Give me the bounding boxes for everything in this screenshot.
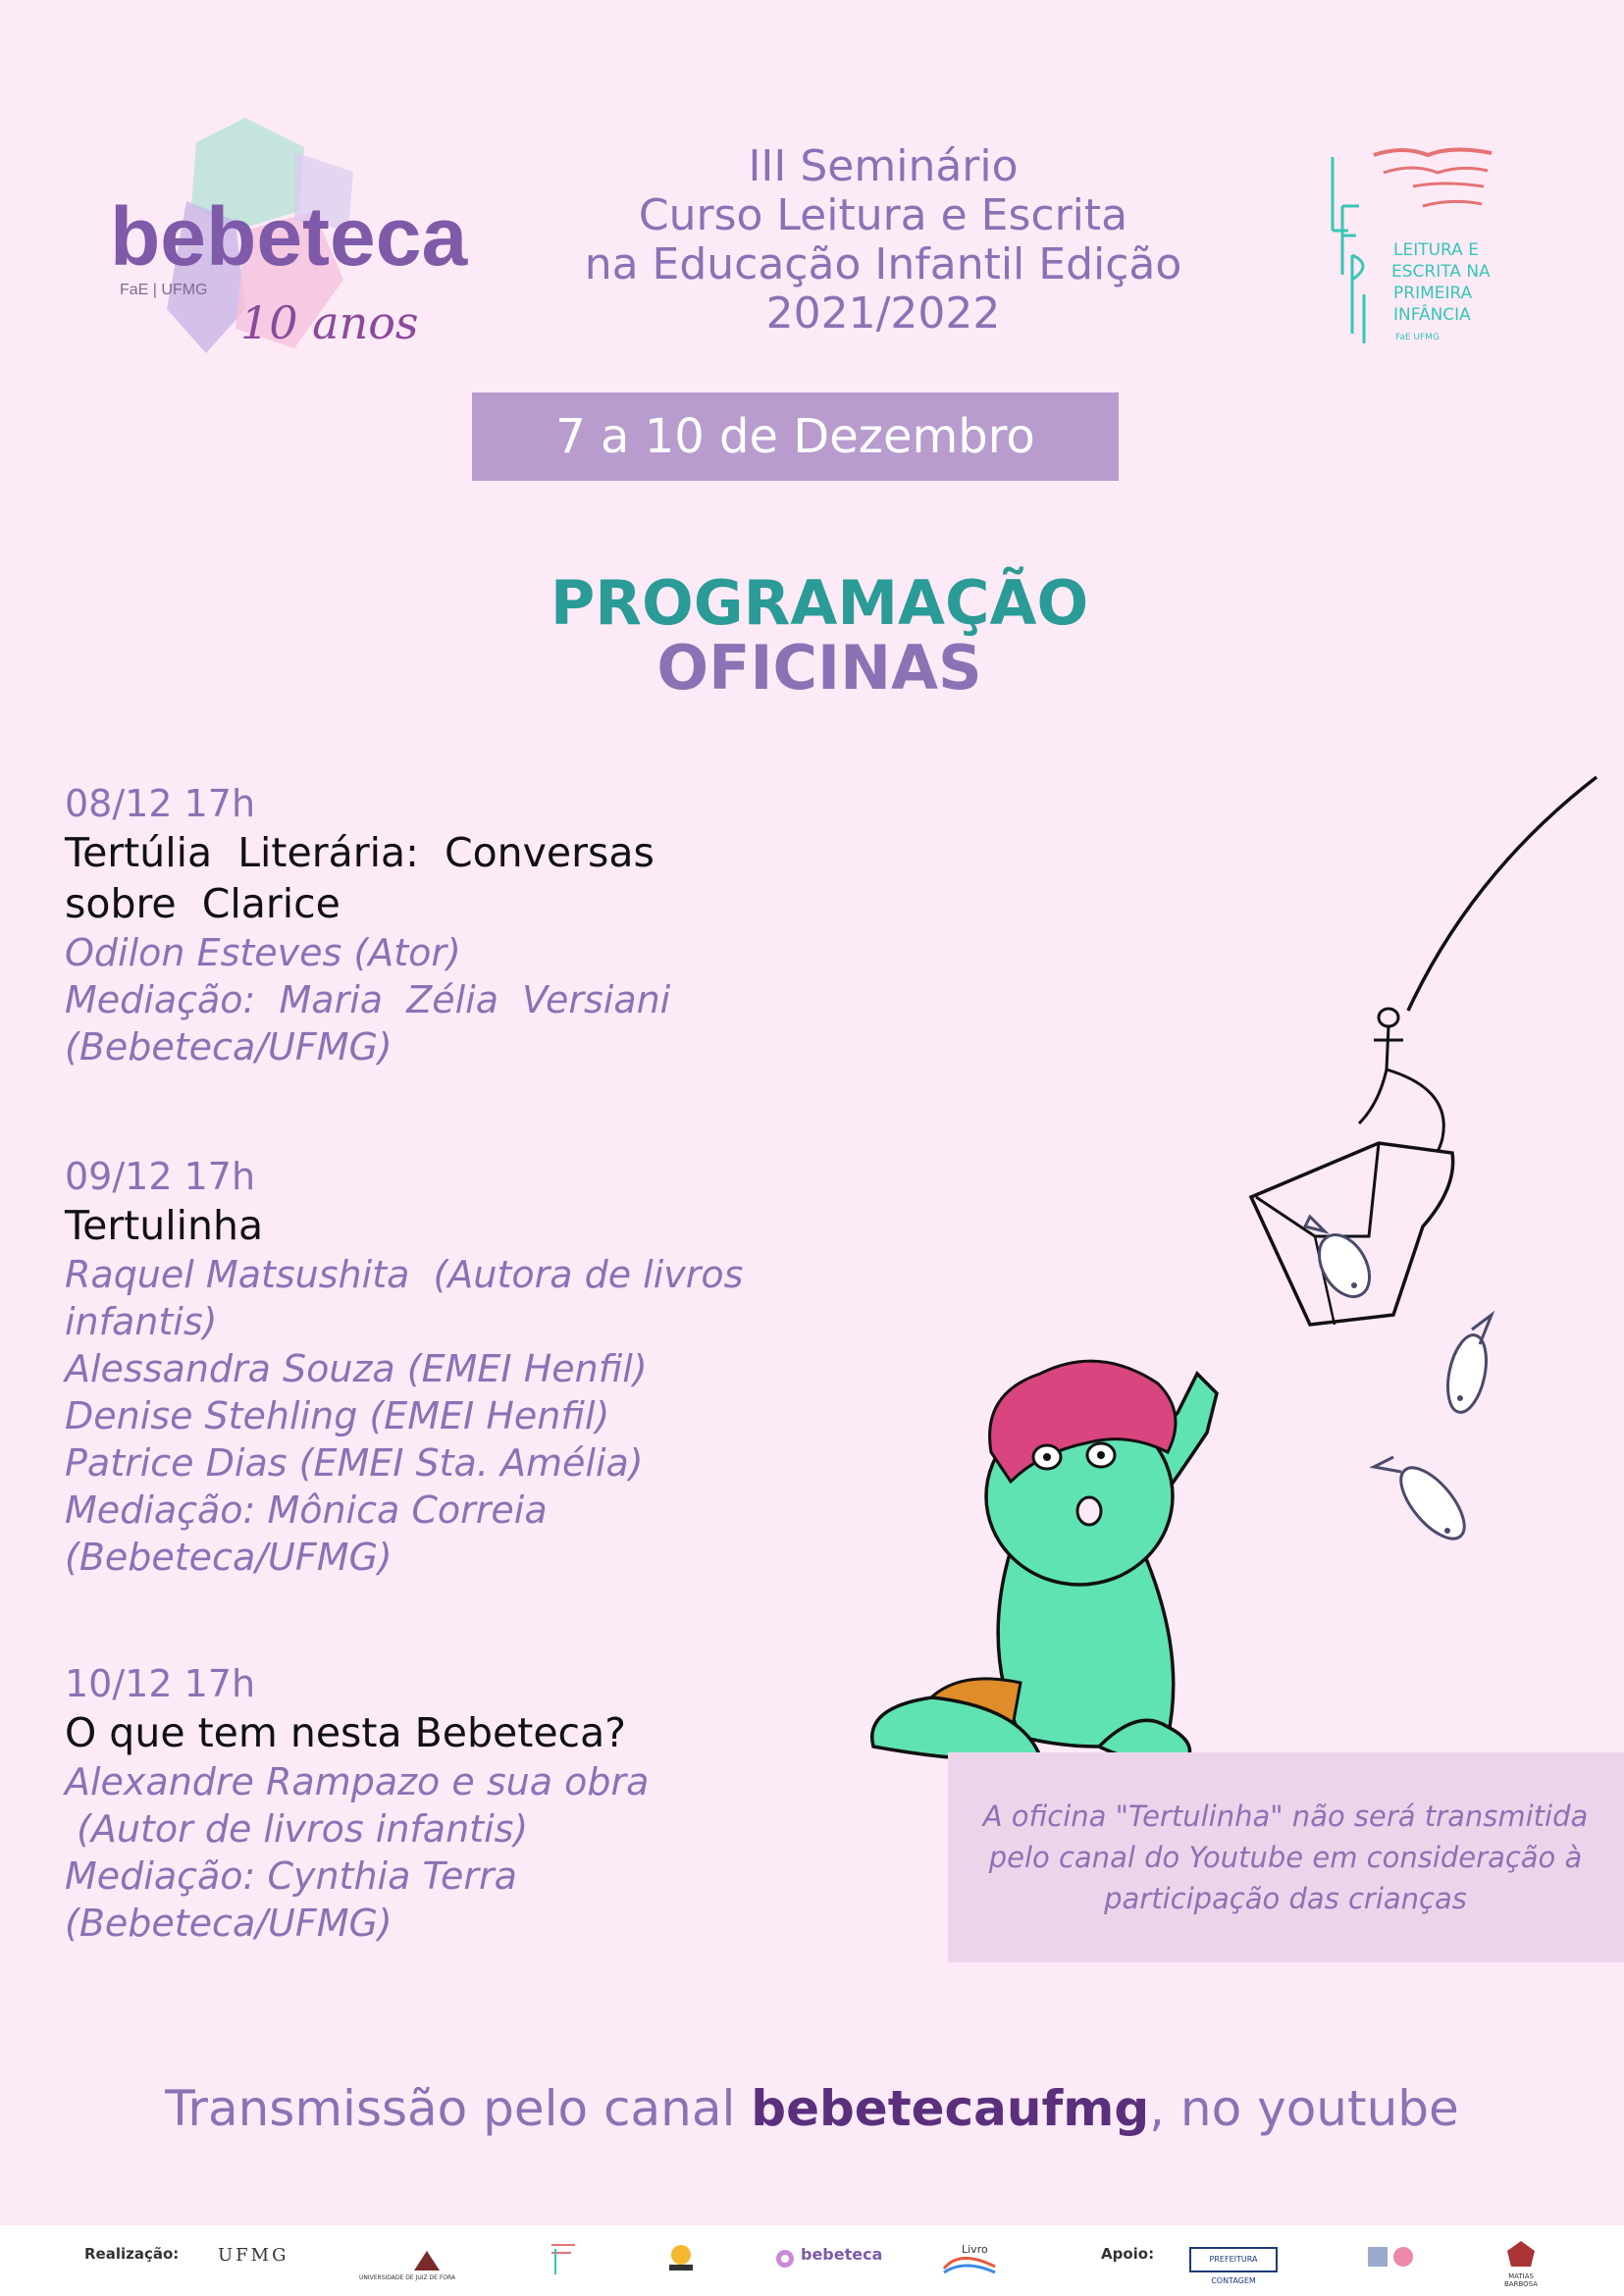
lepi-logo (1315, 137, 1501, 363)
svg-text:FaE | UFMG: FaE | UFMG (120, 282, 208, 298)
tertulinha-note (971, 1796, 1599, 1919)
program-title-line-2: OFICINAS (656, 632, 982, 704)
person-line: Alessandra Souza (EMEI Henfil) (65, 1347, 648, 1390)
session-3 (65, 1660, 781, 1947)
session-date: 09/12 17h (65, 1155, 256, 1198)
svg-text:INFÂNCIA: INFÂNCIA (1393, 305, 1471, 325)
bebeteca-small-icon (775, 2249, 795, 2269)
bebeteca-small-logo: bebeteca (801, 2245, 883, 2264)
person-line: Raquel Matsushita (Autora de livros (65, 1253, 744, 1296)
seminar-line-2: Curso Leitura e Escrita (638, 190, 1128, 240)
session-title-line: Tertulinha (65, 1202, 264, 1249)
bebeteca-logo (98, 113, 481, 368)
person-line: Alexandre Rampazo e sua obra (65, 1760, 650, 1803)
session-1 (65, 780, 781, 1070)
seminar-line-1: III Seminário (748, 141, 1019, 191)
baby-figure (872, 1361, 1217, 1762)
session-people (65, 929, 781, 1070)
livro-label: Livro (962, 2243, 988, 2256)
baby-fishing-illustration (844, 765, 1609, 1776)
person-line: Odilon Esteves (Ator) (65, 931, 461, 974)
matias-barbosa-logo (1492, 2239, 1550, 2288)
bebeteca-wordmark: bebeteca (110, 190, 468, 283)
matias-barbosa-label: MATIAS BARBOSA (1503, 2272, 1538, 2288)
broadcast-info (0, 2080, 1624, 2137)
session-title (65, 1707, 781, 1758)
session-title-line: O que tem nesta Bebeteca? (65, 1709, 626, 1756)
person-line: Denise Stehling (EMEI Henfil) (65, 1394, 610, 1437)
person-line: Mediação: Mônica Correia (65, 1488, 548, 1532)
ufjf-logo: UNIVERSIDADE DE JUIZ DE FORA (359, 2274, 456, 2281)
session-date: 08/12 17h (65, 782, 256, 825)
program-title-line-1: PROGRAMAÇÃO (550, 567, 1089, 639)
ufjf-emblem-icon (412, 2247, 442, 2272)
session-people (65, 1758, 781, 1947)
ufmg-logo: UFMG (218, 2245, 289, 2266)
session-title-line: Tertúlia Literária: Conversas (65, 829, 655, 876)
person-line: (Autor de livros infantis) (65, 1807, 529, 1851)
session-2 (65, 1153, 781, 1581)
session-title-line: sobre Clarice (65, 880, 341, 927)
person-line: (Bebeteca/UFMG) (65, 1902, 393, 1945)
date-banner: 7 a 10 de Dezembro (472, 392, 1119, 481)
svg-text:PRIMEIRA: PRIMEIRA (1393, 284, 1473, 303)
contagem-logo: PREFEITURA CONTAGEM (1189, 2247, 1278, 2272)
person-line: Mediação: Maria Zélia Versiani (65, 978, 671, 1021)
juiz-de-fora-logo-icon (1364, 2241, 1419, 2276)
note-line: participação das crianças (1104, 1882, 1467, 1915)
broadcast-suffix: , no youtube (1149, 2080, 1459, 2137)
svg-text:10 anos: 10 anos (240, 296, 419, 349)
broadcast-prefix: Transmissão pelo canal (165, 2080, 752, 2137)
fish-icon (1441, 1315, 1493, 1416)
svg-text:LEITURA E: LEITURA E (1393, 240, 1479, 260)
session-date: 10/12 17h (65, 1662, 256, 1705)
svg-text:ESCRITA NA: ESCRITA NA (1391, 262, 1491, 282)
seminar-title (550, 142, 1217, 339)
person-line: Mediação: Cynthia Terra (65, 1854, 517, 1898)
seminar-line-4: 2021/2022 (765, 288, 1001, 339)
session-people (65, 1251, 781, 1581)
program-title (432, 567, 1207, 704)
lepi-small-icon (548, 2239, 579, 2278)
seminar-line-3: na Educação Infantil Edição (584, 239, 1182, 289)
svg-text:FaE UFMG: FaE UFMG (1395, 333, 1440, 342)
note-line: pelo canal do Youtube em consideração à (988, 1841, 1583, 1874)
apoio-label: Apoio: (1101, 2245, 1155, 2263)
sun-logo-icon (663, 2241, 699, 2276)
fish-icon (1374, 1457, 1476, 1549)
session-title (65, 1200, 781, 1251)
note-line: A oficina "Tertulinha" não será transmitida (982, 1800, 1589, 1833)
session-title (65, 827, 781, 929)
person-line: (Bebeteca/UFMG) (65, 1025, 393, 1069)
realizacao-label: Realização: (84, 2245, 180, 2263)
person-line: (Bebeteca/UFMG) (65, 1536, 393, 1579)
person-line: Patrice Dias (EMEI Sta. Amélia) (65, 1441, 644, 1485)
channel-name: bebetecaufmg (751, 2080, 1150, 2137)
person-line: infantis) (65, 1300, 218, 1343)
